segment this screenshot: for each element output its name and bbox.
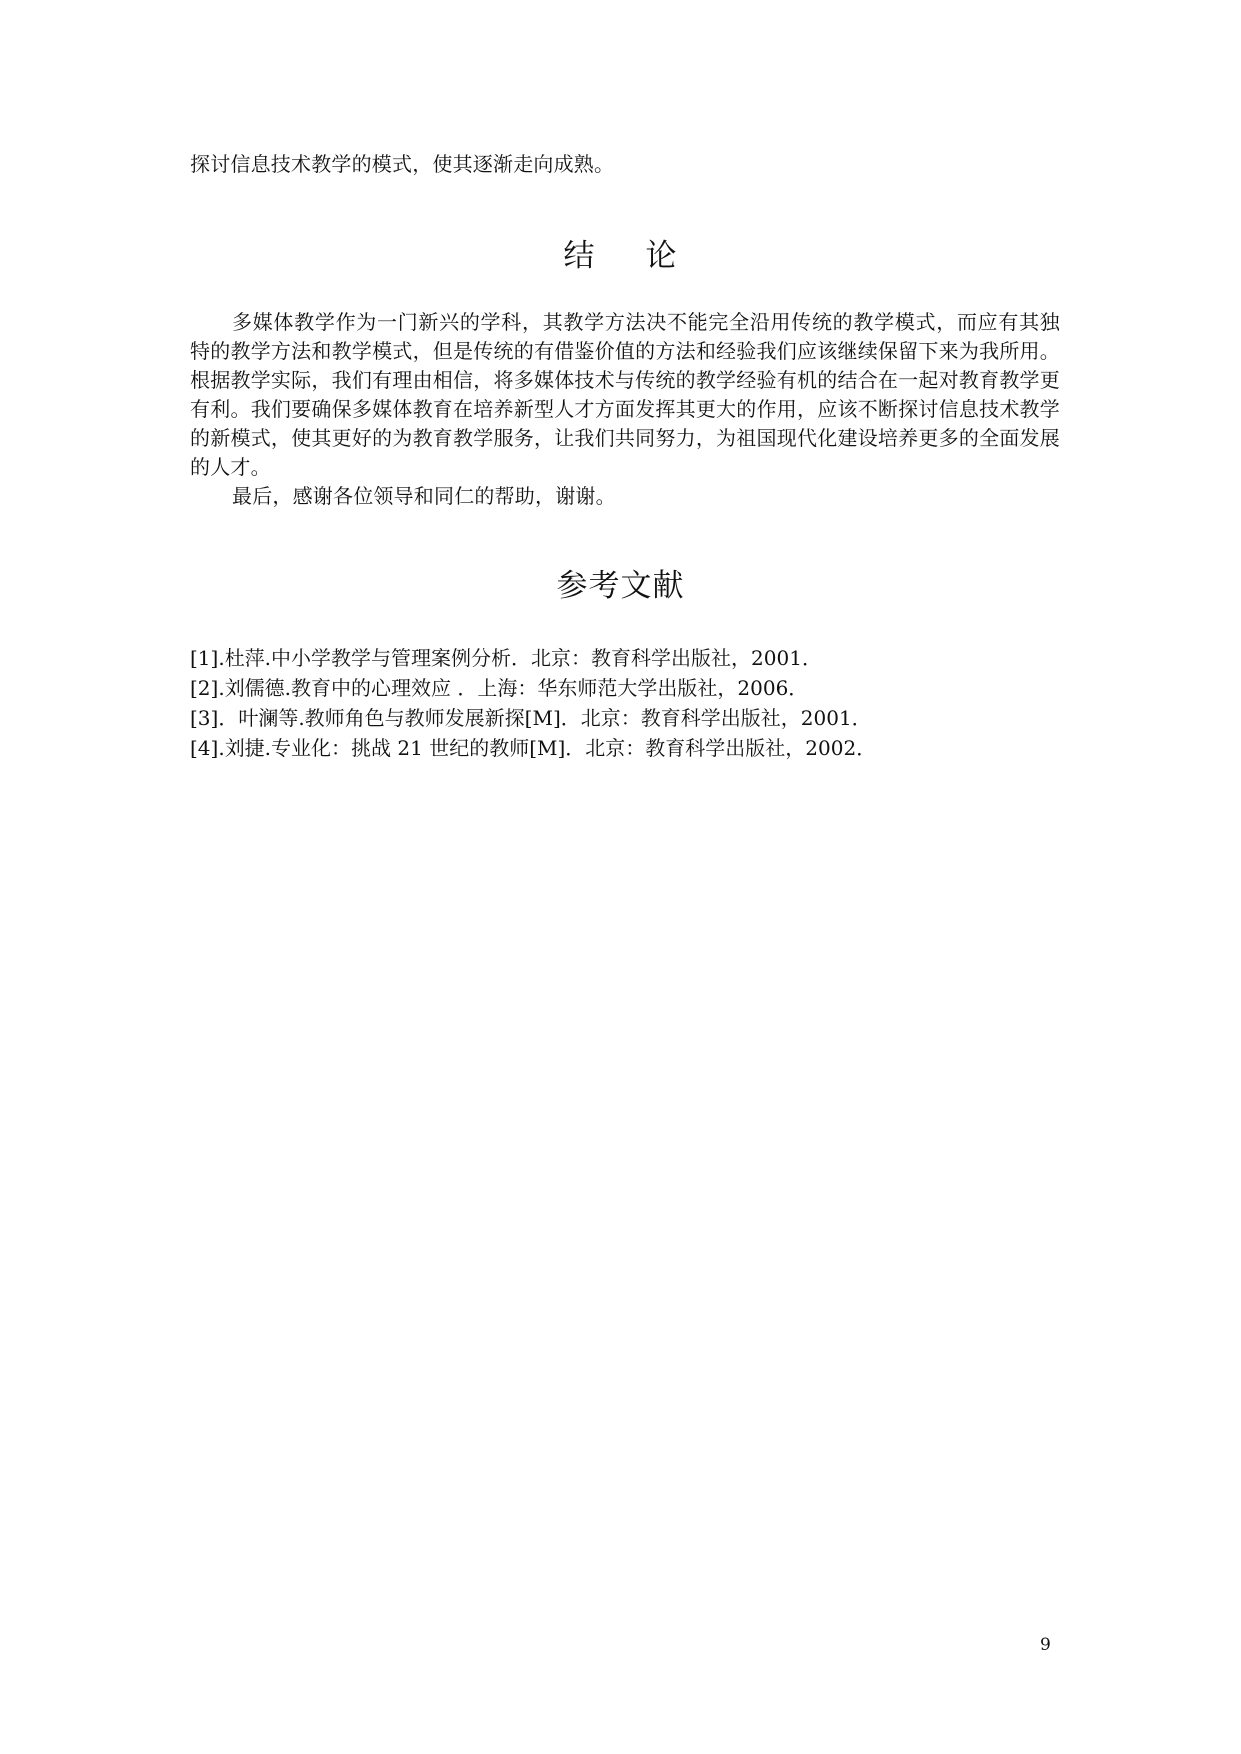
reference-item-2: [2].刘儒德.教育中的心理效应 ．上海：华东师范大学出版社，2006． [190,676,809,700]
page-number: 9 [1040,1635,1051,1655]
conclusion-paragraph-1: 多媒体教学作为一门新兴的学科，其教学方法决不能完全沿用传统的教学模式，而应有其独特的教学方法和教学模式，但是传统的有借鉴价值的方法和经验我们应该继续保留下来为我所用。根据教学实际，我们有理由相信，将多媒体技术与传统的教学经验有机的结合在一起对教育教学更有利。我们要确保多媒体教育在培养新型人才方面发挥其更大的作用，应该不断探讨信息技术教学的新模式，使其更好的为教育教学服务，让我们共同努力，为祖国现代化建设培养更多的全面发展的人才。 [190,310,1060,479]
reference-item-4: [4].刘捷.专业化：挑战 21 世纪的教师[M]．北京：教育科学出版社，2002． [190,736,877,760]
conclusion-heading-char-2: 论 [645,238,678,274]
conclusion-body [190,308,1060,511]
conclusion-paragraph-2: 最后，感谢各位领导和同仁的帮助，谢谢。 [232,484,616,508]
conclusion-heading-char-1: 结 [563,238,596,274]
continuation-paragraph: 探讨信息技术教学的模式，使其逐渐走向成熟。 [190,152,615,176]
references-heading: 参考文献 [556,568,685,604]
conclusion-heading [0,230,1241,275]
reference-item-3: [3]．叶澜等.教师角色与教师发展新探[M]．北京：教育科学出版社，2001． [190,706,872,730]
references-list [190,643,1060,763]
reference-item-1: [1].杜萍.中小学教学与管理案例分析．北京：教育科学出版社，2001． [190,646,822,670]
